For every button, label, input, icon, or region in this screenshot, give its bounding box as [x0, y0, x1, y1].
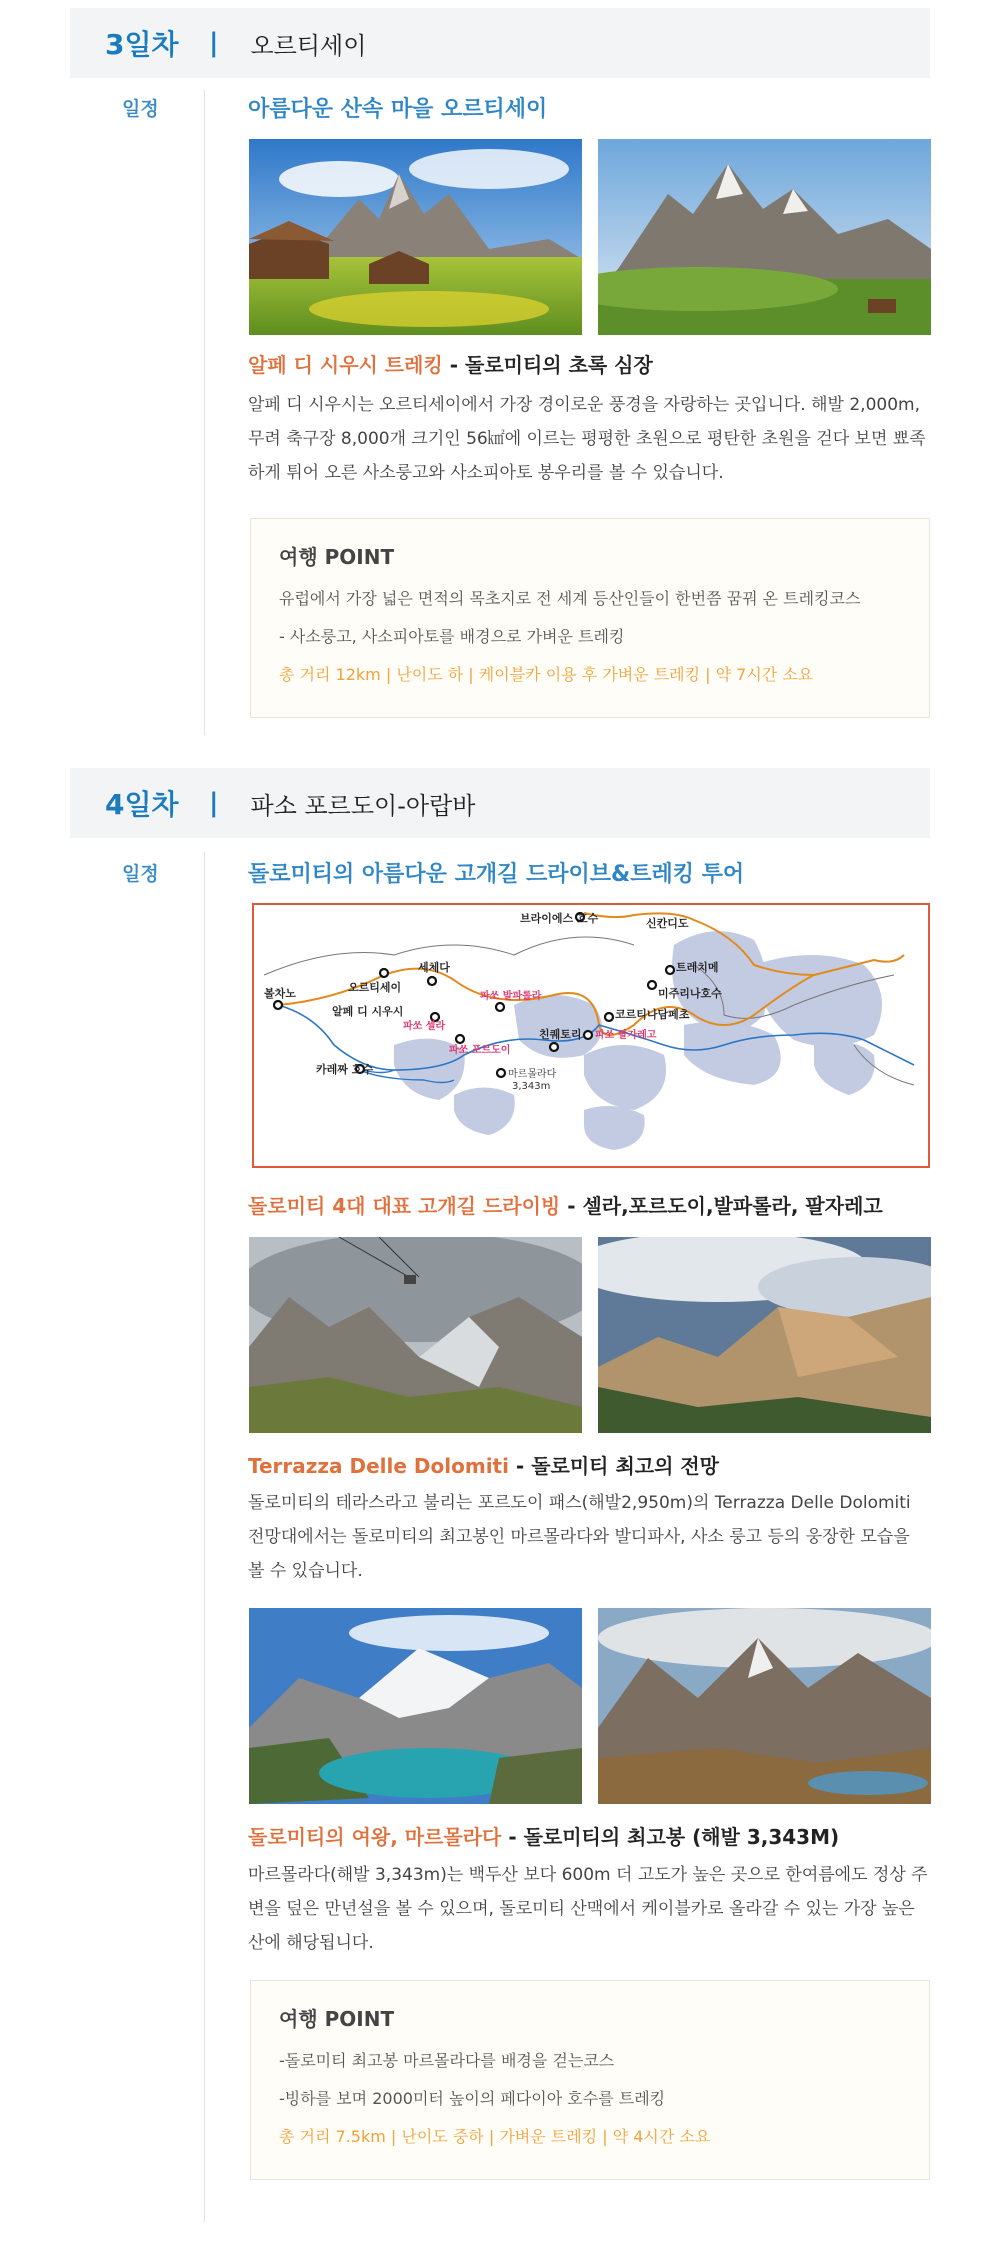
day4-label: 4일차 [105, 788, 179, 821]
alpe-di-siusi-description: 알페 디 시우시는 오르티세이에서 가장 경이로운 풍경을 자랑하는 곳입니다. 해발 2,000m, 무려 축구장 8,000개 크기인 56㎢에 이르는 평평한 초원으로 평탄한 초원을 걷다 보면 뾰족하게 튀어 오른 사소룽고와 사소피아토 봉우리를 볼 수 있습니다. [248, 395, 926, 483]
dolomites-route-map [252, 903, 930, 1168]
marmolada-subtext: - 돌로미티의 최고봉 (해발 3,343M) [501, 1825, 840, 1849]
marmolada-heading [248, 1821, 839, 1850]
map-label-sella: 파쏘 셀라 [403, 1021, 446, 1032]
day4-travel-point-box [250, 1980, 930, 2180]
day4-header [70, 768, 930, 838]
map-label-falzarego: 파쏘 팔자레고 [595, 1030, 657, 1041]
day3-travel-point-box [250, 518, 930, 718]
marmolada-accent: 돌로미티의 여왕, 마르몰라다 [248, 1825, 502, 1849]
day3-point-title: 여행 POINT [279, 545, 395, 569]
map-label-cortina: 코르티나담페초 [615, 1008, 690, 1021]
map-label-tre-cime: 트레치메 [676, 961, 719, 974]
marmolada-valley-photo [598, 1608, 931, 1804]
pordoi-cable-car-photo [249, 1237, 582, 1433]
map-label-bolzano: 볼차노 [264, 987, 296, 1000]
day4-title: 파소 포르도이-아랍바 [250, 791, 476, 820]
day3-point-line1: 유럽에서 가장 넓은 면적의 목초지로 전 세계 등산인들이 한번쯤 꿈꿔 온 트레킹코스 [279, 589, 861, 608]
map-label-misurina: 미주리나호수 [658, 987, 722, 1000]
map-label-ortisei: 오르티세이 [348, 981, 402, 994]
terrazza-heading [248, 1450, 719, 1479]
day4-schedule-label: 일정 [122, 863, 159, 885]
alpe-di-siusi-cabins-photo [249, 139, 582, 335]
day3-point-summary: 총 거리 12km | 난이도 하 | 케이블카 이용 후 가벼운 트레킹 | 약 7시간 소요 [279, 665, 814, 684]
day3-schedule-label: 일정 [122, 98, 159, 120]
alpe-di-siusi-accent: 알페 디 시우시 트레킹 [248, 353, 443, 377]
terrazza-accent: Terrazza Delle Dolomiti [248, 1454, 509, 1478]
day4-point-summary: 총 거리 7.5km | 난이도 중하 | 가벼운 트레킹 | 약 4시간 소요 [279, 2127, 711, 2146]
map-label-braies: 브라이에스 호수 [520, 912, 599, 925]
map-label-cinque-torri: 친퀘토리 [539, 1028, 582, 1041]
alpe-di-siusi-subtext: - 돌로미티의 초록 심장 [442, 353, 653, 377]
map-label-marmolada: 마르몰라다 [508, 1069, 557, 1080]
drive-subtext: - 셀라,포르도이,발파롤라, 팔자레고 [560, 1194, 883, 1218]
day3-point-line2: - 사소룽고, 사소피아토를 배경으로 가벼운 트레킹 [279, 627, 625, 646]
map-label-valparola: 파쏘 발파롤라 [480, 991, 542, 1002]
map-label-pordoi: 파쏘 포르도이 [449, 1045, 511, 1056]
day3-label: 3일차 [105, 28, 179, 61]
day4-subtitle: 돌로미티의 아름다운 고개길 드라이브&트레킹 투어 [248, 862, 745, 887]
sassolungo-meadow-photo [598, 139, 931, 335]
drive-heading [248, 1190, 883, 1219]
alpe-di-siusi-heading [248, 349, 653, 378]
day3-divider [204, 90, 205, 735]
map-label-alpe: 알페 디 시우시 [332, 1005, 404, 1018]
day4-point-title: 여행 POINT [279, 2007, 395, 2031]
marmolada-description: 마르몰라다(해발 3,343m)는 백두산 보다 600m 더 고도가 높은 곳으로 한여름에도 정상 주변을 덮은 만년설을 볼 수 있으며, 돌로미티 산맥에서 케이블카로 올라갈 수 있는 가장 높은 산에 해당됩니다. [248, 1865, 928, 1953]
day4-divider [204, 852, 205, 2222]
day4-point-line2: -빙하를 보며 2000미터 높이의 페다이아 호수를 트레킹 [279, 2089, 666, 2108]
map-label-marmolada-height: 3,343m [512, 1081, 551, 1092]
day3-separator: | [209, 28, 219, 58]
terrazza-subtext: - 돌로미티 최고의 전망 [508, 1454, 720, 1478]
day3-subtitle: 아름다운 산속 마을 오르티세이 [248, 97, 548, 122]
drive-accent: 돌로미티 4대 대표 고개길 드라이빙 [248, 1194, 561, 1218]
day4-separator: | [209, 788, 219, 818]
day3-header [70, 8, 930, 78]
map-label-carezza: 카레짜 호수 [316, 1063, 373, 1076]
map-label-sella-group: 세체다 [418, 961, 450, 974]
terrazza-description: 돌로미티의 테라스라고 불리는 포르도이 패스(해발2,950m)의 Terrazza Delle Dolomiti 전망대에서는 돌로미티의 최고봉인 마르몰라다와 발디파사, 사소 룽고 등의 웅장한 모습을 볼 수 있습니다. [248, 1493, 911, 1581]
day3-title: 오르티세이 [250, 31, 367, 60]
day4-point-line1: -돌로미티 최고봉 마르몰라다를 배경을 걷는코스 [279, 2051, 615, 2070]
map-label-sincantino: 신칸디도 [646, 917, 689, 930]
fedaia-lake-photo [249, 1608, 582, 1804]
dolomites-cliffs-photo [598, 1237, 931, 1433]
